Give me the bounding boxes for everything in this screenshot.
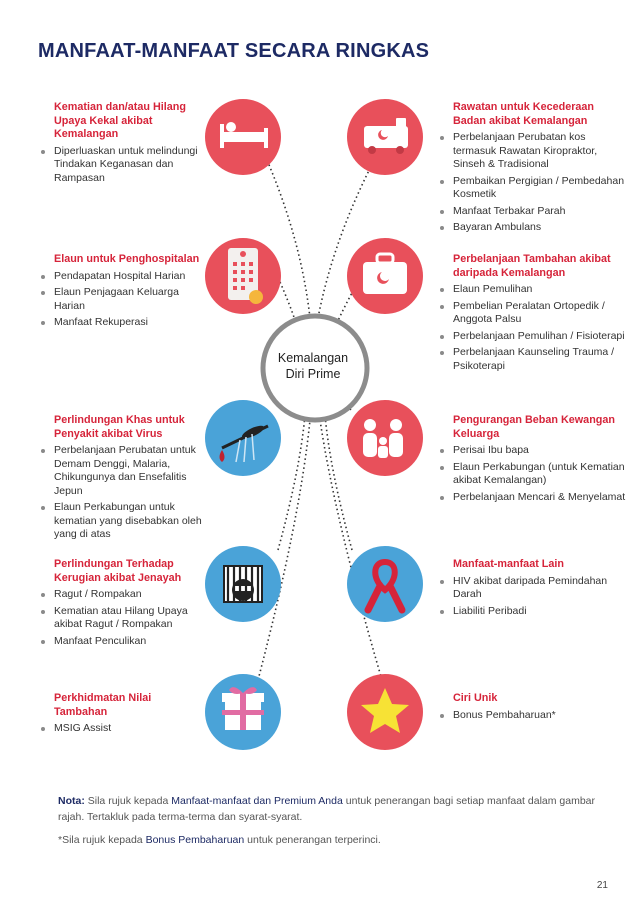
benefit-value-added — [38, 692, 203, 739]
benefit-heading: Ciri Unik — [453, 692, 498, 704]
benefit-item: Elaun Pemulihan — [437, 283, 627, 297]
benefit-item: HIV akibat daripada Pemindahan Darah — [437, 575, 627, 602]
benefit-other — [437, 558, 627, 621]
benefit-viral-disease — [38, 414, 203, 545]
benefit-item: Perbelanjaan Pemulihan / Fisioterapi — [437, 330, 627, 344]
first-aid-bag-icon — [347, 238, 423, 314]
benefit-item: Bonus Pembaharuan* — [437, 709, 627, 723]
note-label: Nota: — [58, 795, 85, 807]
hospital-bed-icon — [205, 99, 281, 175]
benefit-item: Liabiliti Peribadi — [437, 605, 627, 619]
note-text: Sila rujuk kepada — [87, 795, 172, 807]
ambulance-icon — [347, 99, 423, 175]
benefit-crime-loss — [38, 558, 203, 651]
benefit-item: MSIG Assist — [38, 722, 203, 736]
center-label — [258, 350, 368, 382]
ribbon-icon — [347, 546, 423, 622]
benefit-heading: Perkhidmatan Nilai Tambahan — [54, 692, 152, 718]
benefit-item: Manfaat Rekuperasi — [38, 316, 203, 330]
benefit-item: Perisai Ibu bapa — [437, 444, 627, 458]
benefit-item: Manfaat Terbakar Parah — [437, 205, 627, 219]
benefit-item: Diperluaskan untuk melindungi Tindakan Keganasan dan Rampasan — [38, 145, 203, 186]
gift-icon — [205, 674, 281, 750]
hospital-building-icon — [205, 238, 281, 314]
benefit-injury-treatment — [437, 101, 627, 238]
benefit-heading: Perbelanjaan Tambahan akibat daripada Kemalangan — [453, 253, 611, 279]
note-reference-bonus: Bonus Pembaharuan — [145, 834, 245, 846]
center-label-line2: Diri Prime — [285, 367, 341, 381]
benefit-heading: Kematian dan/atau Hilang Upaya Kekal akibat Kemalangan — [54, 101, 186, 140]
benefit-heading: Manfaat-manfaat Lain — [453, 558, 564, 570]
benefit-heading: Pengurangan Beban Kewangan Keluarga — [453, 414, 615, 440]
benefit-family-financial — [437, 414, 627, 507]
benefit-item: Manfaat Penculikan — [38, 635, 203, 649]
benefit-hospitalisation — [38, 253, 203, 333]
benefit-death-disability — [38, 101, 203, 188]
benefit-item: Kematian atau Hilang Upaya akibat Ragut / Rompakan — [38, 605, 203, 632]
benefit-heading: Perlindungan Khas untuk Penyakit akibat Virus — [54, 414, 185, 440]
benefit-item: Perbelanjaan Kaunseling Trauma / Psikoterapi — [437, 346, 627, 373]
footnote-asterisk — [58, 833, 603, 847]
benefit-item: Perbelanjaan Perubatan kos termasuk Rawatan Kiropraktor, Sinseh & Tradisional — [437, 131, 627, 172]
benefit-unique-feature — [437, 692, 627, 725]
note-reference-benefits: Manfaat-manfaat dan Premium Anda — [171, 795, 343, 807]
benefit-item: Elaun Penjagaan Keluarga Harian — [38, 286, 203, 313]
benefit-additional-expenses — [437, 253, 627, 376]
family-icon — [347, 400, 423, 476]
mosquito-icon — [205, 400, 281, 476]
star-icon — [347, 674, 423, 750]
note-text: untuk penerangan bagi setiap manfaat dalam gambar rajah. Tertakluk pada terma-terma dan syarat-syarat. — [58, 795, 596, 823]
benefit-item: Bayaran Ambulans — [437, 221, 627, 235]
benefit-heading: Rawatan untuk Kecederaan Badan akibat Kemalangan — [453, 101, 595, 127]
page-title: MANFAAT-MANFAAT SECARA RINGKAS — [38, 40, 430, 62]
jail-cell-icon — [205, 546, 281, 622]
benefit-item: Ragut / Rompakan — [38, 588, 203, 602]
footnote — [58, 793, 603, 825]
benefit-item: Perbelanjaan Perubatan untuk Demam Denggi, Malaria, Chikungunya dan Ensefalitis Jepun — [38, 444, 203, 498]
benefit-heading: Perlindungan Terhadap Kerugian akibat Jenayah — [54, 558, 182, 584]
benefit-item: Elaun Perkabungan (untuk Kematian akibat Kemalangan) — [437, 461, 627, 488]
page-number: 21 — [596, 880, 608, 891]
benefit-item: Elaun Perkabungan untuk kematian yang disebabkan oleh yang di atas — [38, 501, 203, 542]
benefit-item: Pembelian Peralatan Ortopedik / Anggota Palsu — [437, 300, 627, 327]
benefit-item: Pembaikan Pergigian / Pembedahan Kosmetik — [437, 175, 627, 202]
note-text: untuk penerangan terperinci. — [244, 834, 381, 846]
note-text: *Sila rujuk kepada — [58, 834, 146, 846]
benefit-heading: Elaun untuk Penghospitalan — [54, 253, 200, 265]
center-label-line1: Kemalangan — [277, 351, 349, 365]
benefit-item: Perbelanjaan Mencari & Menyelamat — [437, 491, 627, 505]
benefit-item: Pendapatan Hospital Harian — [38, 270, 203, 284]
